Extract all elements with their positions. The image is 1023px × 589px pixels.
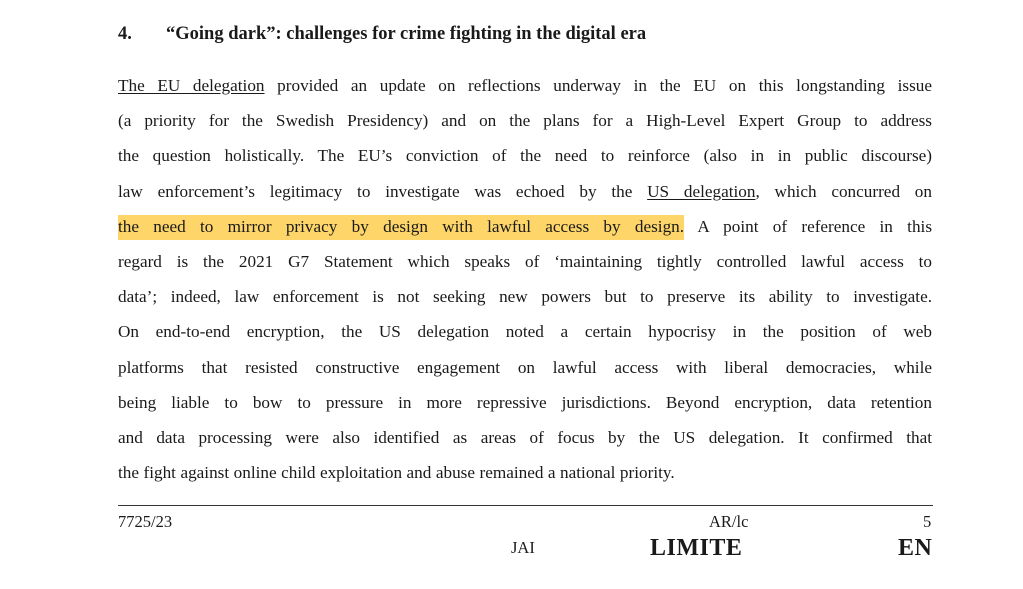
section-heading [118,24,646,45]
text-run: provided an update on reflections underway in the EU on this longstanding issue [264,76,932,95]
paragraph-line [118,314,932,349]
author-initials: AR/lc [709,512,749,531]
paragraph-line [118,209,932,244]
text-run: , which concurred on [755,181,932,201]
underlined-term: The EU delegation [118,76,265,95]
text-run: A point of reference in this [684,216,933,236]
footer-divider [118,505,933,506]
paragraph-line [118,244,932,279]
text-run: (a priority for the Swedish Presidency) and on the plans for a High-Level Expert Group to address [118,111,932,131]
body-paragraph [118,68,932,490]
underlined-term: US delegation [647,181,756,201]
text-run: law enforcement’s legitimacy to investigate was echoed by the [118,181,648,201]
text-run: and data processing were also identified as areas of focus by the US delegation. It confirmed that [118,427,932,447]
language-code: EN [898,535,933,561]
page-number: 5 [923,512,932,531]
paragraph-line [118,103,932,138]
paragraph-line [118,455,932,490]
text-run: On end-to-end encryption, the US delegation noted a certain hypocrisy in the position of web [118,322,932,342]
text-run: regard is the 2021 G7 Statement which speaks of ‘maintaining tightly controlled lawful access to [118,251,932,271]
paragraph-line [118,138,932,173]
highlighted-text: the need to mirror privacy by design with lawful access by design. [118,215,684,240]
paragraph-line [118,279,932,314]
document-number: 7725/23 [118,512,173,531]
paragraph-line [118,174,932,209]
paragraph-line [118,385,932,420]
section-title: “Going dark”: challenges for crime fighting in the digital era [166,24,647,44]
paragraph-line [118,350,932,385]
text-run: the fight against online child exploitation and abuse remained a national priority. [118,463,675,483]
paragraph-line [118,68,932,103]
text-run: data’; indeed, law enforcement is not seeking new powers but to preserve its ability to investigate. [118,287,932,307]
text-run: being liable to bow to pressure in more repressive jurisdictions. Beyond encryption, data retention [118,392,932,412]
text-run: platforms that resisted constructive engagement on lawful access with liberal democracies, while [118,357,932,377]
paragraph-line [118,420,932,455]
directorate-code: JAI [511,538,535,557]
text-run: the question holistically. The EU’s conviction of the need to reinforce (also in in public discourse) [118,146,932,166]
classification-marking: LIMITE [650,535,743,561]
section-number: 4. [118,24,132,44]
